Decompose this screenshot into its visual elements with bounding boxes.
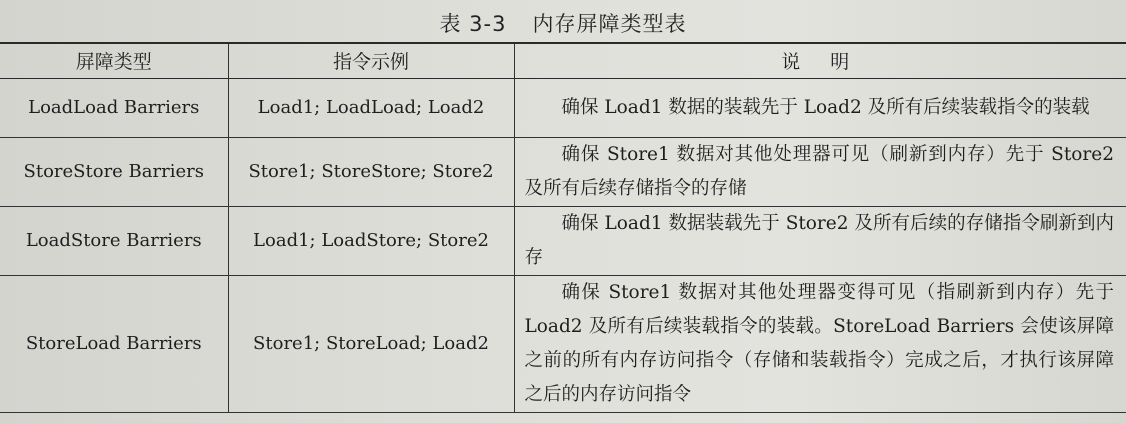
instruction-example-cell: Store1; StoreLoad; Load2 xyxy=(228,275,514,412)
header-barrier-type: 屏障类型 xyxy=(0,43,228,78)
table-header-row xyxy=(0,43,1126,78)
instruction-example-cell: Load1; LoadLoad; Load2 xyxy=(228,78,514,137)
description-cell: 确保 Load1 数据的装载先于 Load2 及所有后续装载指令的装载 xyxy=(514,78,1126,137)
caption-number: 表 3-3 xyxy=(439,12,507,36)
instruction-example-cell: Store1; StoreStore; Store2 xyxy=(228,137,514,206)
description-cell: 确保 Load1 数据装载先于 Store2 及所有后续的存储指令刷新到内存 xyxy=(514,206,1126,275)
barrier-type-cell: StoreLoad Barriers xyxy=(0,275,228,412)
instruction-example-cell: Load1; LoadStore; Store2 xyxy=(228,206,514,275)
table-row xyxy=(0,137,1126,206)
table-row xyxy=(0,78,1126,137)
header-instruction-example: 指令示例 xyxy=(228,43,514,78)
memory-barrier-table xyxy=(0,42,1126,413)
header-description: 说明 xyxy=(514,43,1126,78)
description-cell: 确保 Store1 数据对其他处理器变得可见（指刷新到内存）先于 Load2 及所有后续装载指令的装载。StoreLoad Barriers 会使该屏障之前的所有内存访问指令（存储和装载指令）完成之后，才执行该屏障之后的内存访问指令 xyxy=(514,275,1126,412)
barrier-type-cell: StoreStore Barriers xyxy=(0,137,228,206)
table-row xyxy=(0,275,1126,412)
description-cell: 确保 Store1 数据对其他处理器可见（刷新到内存）先于 Store2 及所有后续存储指令的存储 xyxy=(514,137,1126,206)
barrier-type-cell: LoadStore Barriers xyxy=(0,206,228,275)
table-caption xyxy=(0,8,1126,38)
barrier-type-cell: LoadLoad Barriers xyxy=(0,78,228,137)
caption-title: 内存屏障类型表 xyxy=(532,12,687,36)
table-row xyxy=(0,206,1126,275)
